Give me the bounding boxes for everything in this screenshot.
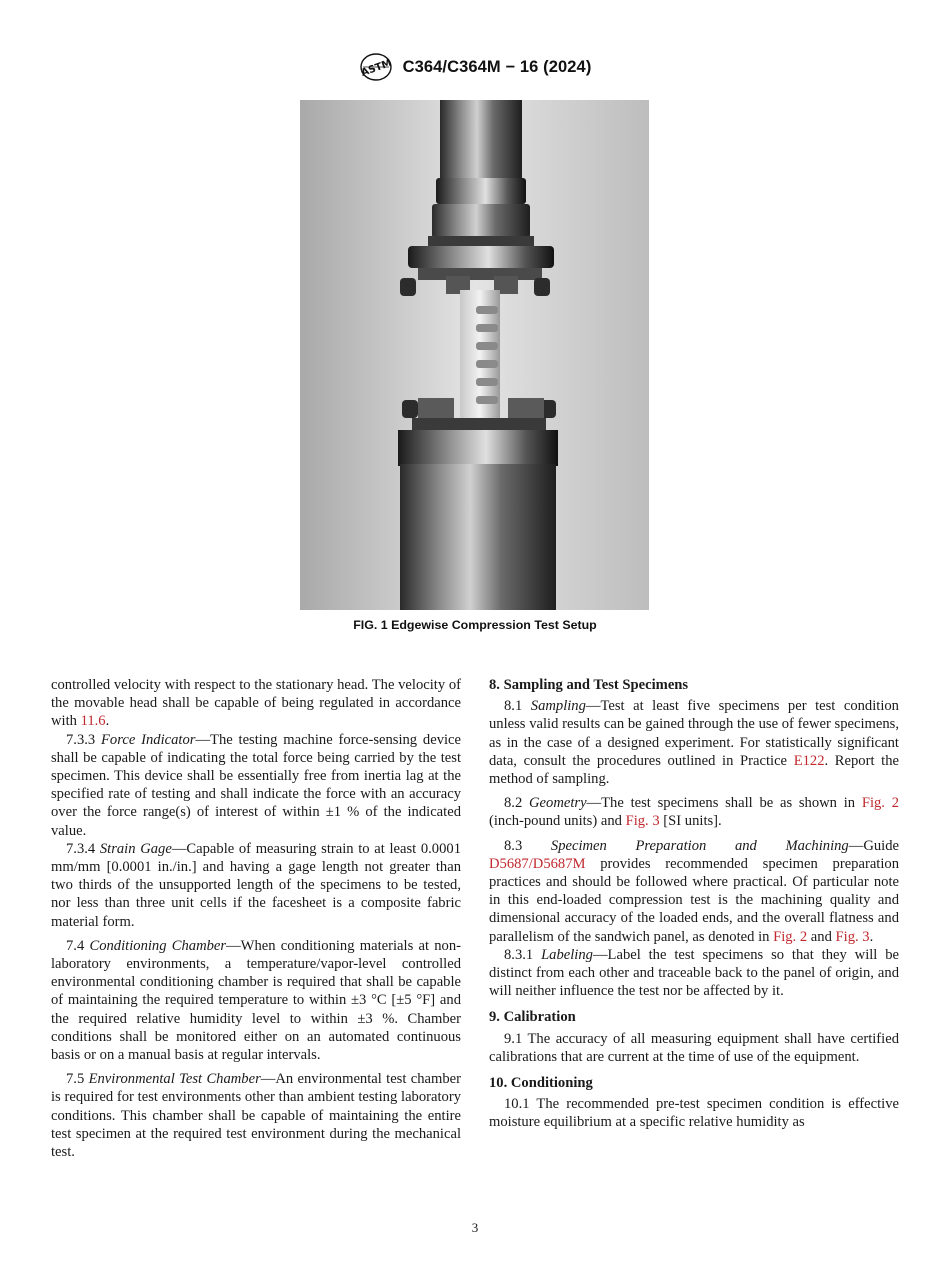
svg-text:ASTM: ASTM (359, 57, 393, 80)
paragraph-7-3-4: 7.3.4 Strain Gage—Capable of measuring strain to at least 0.0001 mm/mm [0.0001 in./in.] and having a gage length not greater than two thirds of the unsupported length of the specimens to be tested, nor less than three unit cells if the facesheet is a composite fabric material form. (51, 840, 461, 930)
paragraph-8-2: 8.2 Geometry—The test specimens shall be as shown in Fig. 2 (inch-pound units) and Fig. 3 [SI units]. (489, 795, 899, 830)
section-8-heading: 8. Sampling and Test Specimens (489, 677, 689, 693)
right-column (489, 676, 899, 1132)
page-header (0, 52, 950, 82)
paragraph-8-1: 8.1 Sampling—Test at least five specimens per test condition unless valid results can be gained through the use of fewer specimens, as in the case of a designed experiment. For statistically significant data, consult the procedures outlined in Practice E122. Report the method of sampling. (489, 698, 899, 788)
ref-d5687-link[interactable]: D5687/D5687M (489, 855, 586, 872)
paragraph-9-1: 9.1 The accuracy of all measuring equipment shall have certified calibrations that are current at the time of use of the equipment. (489, 1030, 899, 1065)
figure-caption: FIG. 1 Edgewise Compression Test Setup (353, 618, 597, 632)
ref-11-6-link[interactable]: 11.6 (80, 713, 106, 730)
standard-designation: C364/C364M − 16 (2024) (402, 57, 592, 76)
paragraph-8-3: 8.3 Specimen Preparation and Machining—Guide D5687/D5687M provides recommended specimen preparation practices and should be followed where practical. Of particular note in this end-loaded compression test is the machining quality and dimensional accuracy of the loaded ends, and the overall flatness and parallelism of the sandwich panel, as denoted in Fig. 2 and Fig. 3. (489, 837, 899, 945)
ref-fig-3-link[interactable]: Fig. 3 (625, 813, 660, 830)
paragraph-7-3-3: 7.3.3 Force Indicator—The testing machine force-sensing device shall be capable of indicating the total force being carried by the test specimen. This device shall be essentially free from inertia lag at the specified rate of testing and shall indicate the force with an accuracy over the force range(s) of interest of within ±1 % of the indicated value. (51, 731, 461, 839)
test-setup-photo (300, 100, 649, 610)
left-column (51, 676, 461, 1161)
paragraph-7-3-2-continued: controlled velocity with respect to the stationary head. The velocity of the movable head shall be capable of being regulated in accordance with 11.6. (51, 677, 461, 730)
paragraph-8-3-1: 8.3.1 Labeling—Label the test specimens so that they will be distinct from each other and traceable back to the panel of origin, and will neither influence the test nor be affected by it. (489, 946, 899, 1000)
ref-fig-2-link[interactable]: Fig. 2 (861, 795, 899, 812)
paragraph-7-4: 7.4 Conditioning Chamber—When conditioning materials at non-laboratory environments, a temperature/vapor-level controlled environmental conditioning chamber is required that shall be capable of maintaining the required temperature to within ±3 °C [±5 °F] and the required relative humidity level to within ±3 %. Chamber conditions shall be monitored either on an automated continuous basis or on a manual basis at regular intervals. (51, 937, 461, 1064)
paragraph-10-1: 10.1 The recommended pre-test specimen condition is effective moisture equilibrium at a specific relative humidity as (489, 1096, 899, 1131)
section-10-heading: 10. Conditioning (489, 1075, 593, 1092)
paragraph-7-5: 7.5 Environmental Test Chamber—An environmental test chamber is required for test environments other than ambient testing laboratory conditions. This chamber shall be capable of maintaining the entire test specimen at the required test environment during the mechanical test. (51, 1071, 461, 1161)
page-number: 3 (471, 1220, 479, 1235)
astm-logo (359, 52, 393, 82)
ref-fig-3-link[interactable]: Fig. 3 (835, 928, 870, 945)
section-9-heading: 9. Calibration (489, 1009, 576, 1026)
ref-e122-link[interactable]: E122 (793, 752, 825, 769)
ref-fig-2-link[interactable]: Fig. 2 (773, 928, 808, 945)
